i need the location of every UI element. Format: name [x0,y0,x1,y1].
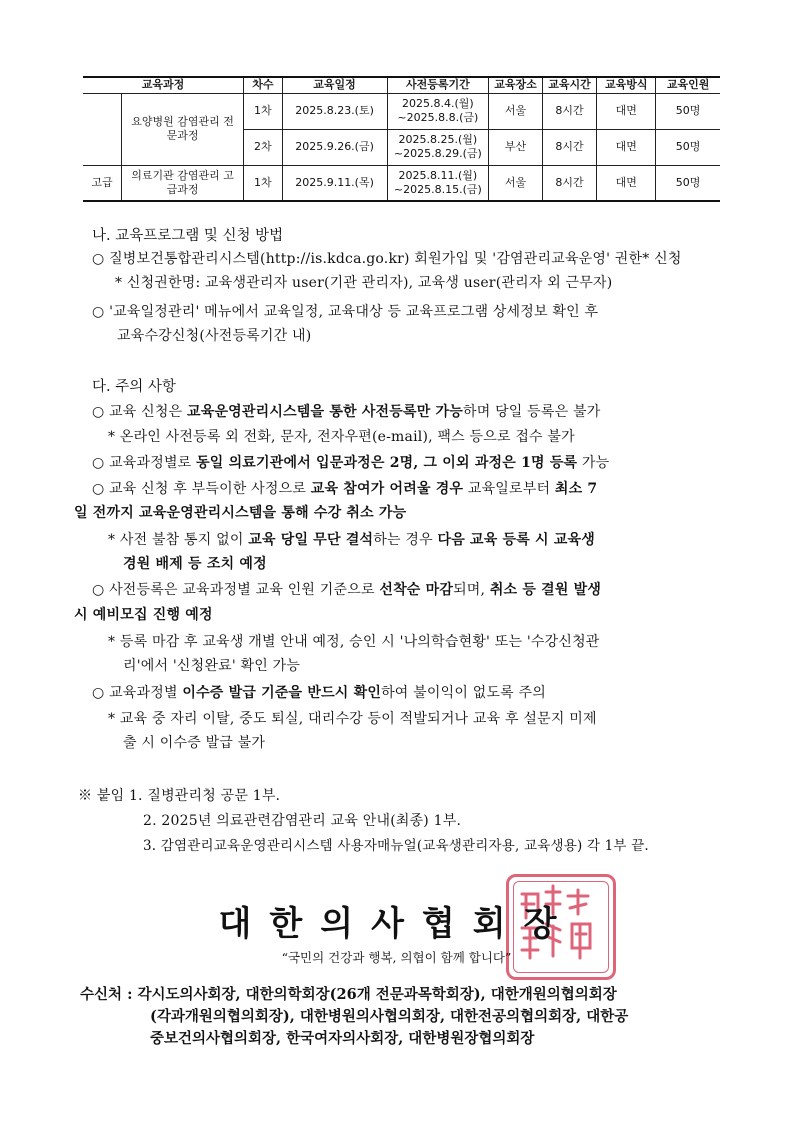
emphasis-text: 교육 당일 무단 결석 [248,532,374,548]
education-schedule-table [83,76,720,202]
text-run: 하며 당일 등록은 불가 [462,404,601,420]
round-cell: 2차 [244,129,283,165]
registration-cell [387,93,489,129]
place-cell: 부산 [489,129,543,165]
notice-note-5: * 교육 중 자리 이탈, 중도 퇴실, 대리수강 등이 적발되거나 교육 후 설문지 미제 [108,711,597,727]
section-na-title: 나. 교육프로그램 및 신청 방법 [92,228,284,244]
method-cell: 대면 [597,165,656,201]
table-row [83,165,720,201]
emphasis-text: 최소 7 [554,481,598,497]
hours-cell: 8시간 [542,165,597,201]
text-run: 교육일로부터 [463,481,555,497]
notice-note-4-cont: 리'에서 '신청완료' 확인 가능 [123,658,301,674]
text-run: ○ 교육과정별 [92,685,183,701]
text-run: 하는 경우 [373,532,438,548]
table-row [83,93,720,129]
emphasis-text: 경원 배제 등 조치 예정 [123,556,267,572]
notice-item-4-cont [74,605,213,625]
text-run: ○ 교육과정별로 [92,455,197,471]
registration-end: ~2025.8.8.(금) [397,111,479,124]
text-run: ○ 사전등록은 교육과정별 교육 인원 기준으로 [92,582,380,598]
section-na-item-2: ○ '교육일정관리' 메뉴에서 교육일정, 교육대상 등 교육프로그램 상세정보 확인 후 [92,304,599,320]
date-cell: 2025.9.11.(목) [282,165,387,201]
section-na-item-1: ○ 질병보건통합관리시스템(http://is.kdca.go.kr) 회원가입 및 '감염관리교육운영' 권한* 신청 [92,251,682,267]
table-header-row [83,77,720,93]
registration-start: 2025.8.11.(월) [398,168,478,182]
recipients-line-3: 중보건의사협의회장, 한국여자의사회장, 대한병원장협의회장 [150,1030,535,1047]
motto: “국민의 건강과 행복, 의협이 함께 합니다” [281,950,512,965]
header-hours: 교육시간 [542,77,597,93]
course-cell: 의료기관 감염관리 고급과정 [122,165,244,201]
level-cell [83,93,122,165]
notice-item-3-cont [74,503,406,523]
emphasis-text: 시 예비모집 진행 예정 [74,607,213,623]
text-run: * 사전 불참 통지 없이 [108,532,249,548]
emphasis-text: 다음 교육 등록 시 교육생 [437,532,596,548]
notice-note-5-cont: 출 시 이수증 발급 불가 [123,735,266,751]
level-cell: 고급 [83,165,122,201]
attachment-3: 3. 감염관리교육운영관리시스템 사용자매뉴얼(교육생관리자용, 교육생용) 각 1부 끝. [143,838,649,854]
notice-note-3-cont [123,554,267,574]
registration-end: ~2025.8.29.(금) [393,147,482,160]
notice-note-1: * 온라인 사전등록 외 전화, 문자, 전자우편(e-mail), 팩스 등으로 접수 불가 [108,429,575,445]
date-cell: 2025.8.23.(토) [282,93,387,129]
round-cell: 1차 [244,93,283,129]
attachment-2: 2. 2025년 의료관련감염관리 교육 안내(최종) 1부. [143,813,462,829]
notice-item-5 [92,683,546,703]
round-cell: 1차 [244,165,283,201]
sender-signature: 대한의사협회장 [218,904,575,944]
emphasis-text: 이수증 발급 기준을 반드시 확인 [182,685,382,701]
registration-start: 2025.8.4.(월) [402,97,474,110]
method-cell: 대면 [597,129,656,165]
text-run: ○ 교육 신청은 [92,404,187,420]
registration-end: ~2025.8.15.(금) [393,182,482,196]
registration-cell [387,129,489,165]
text-run: 하여 불이익이 없도록 주의 [381,685,546,701]
recipients-line-1: 수신처 : 각시도의사회장, 대한의학회장(26개 전문과목학회장), 대한개원의협의회장 [80,986,617,1003]
notice-item-4 [92,580,601,600]
place-cell: 서울 [489,165,543,201]
emphasis-text: 일 전까지 교육운영관리시스템을 통해 수강 취소 가능 [74,505,407,521]
attachment-1: ※ 붙임 1. 질병관리청 공문 1부. [78,788,281,804]
method-cell: 대면 [597,93,656,129]
text-run: ○ 교육 신청 후 부득이한 사정으로 [92,481,311,497]
notice-note-3 [108,530,595,550]
emphasis-text: 교육 참여가 어려울 경우 [310,481,464,497]
recipients-line-2: (각과개원의협의회장), 대한병원의사협의회장, 대한전공의협의회장, 대한공 [150,1008,629,1025]
capacity-cell: 50명 [656,129,720,165]
header-date: 교육일정 [282,77,387,93]
emphasis-text: 교육운영관리시스템을 통한 사전등록만 가능 [187,404,463,420]
text-run: 되며, [453,582,490,598]
header-round: 차수 [244,77,283,93]
capacity-cell: 50명 [656,93,720,129]
emphasis-text: 취소 등 결원 발생 [489,582,602,598]
registration-cell [387,165,489,201]
header-method: 교육방식 [597,77,656,93]
hours-cell: 8시간 [542,129,597,165]
hours-cell: 8시간 [542,93,597,129]
emphasis-text: 선착순 마감 [379,582,454,598]
notice-note-4: * 등록 마감 후 교육생 개별 안내 예정, 승인 시 '나의학습현황' 또는 '수강신청관 [108,634,600,650]
header-capacity: 교육인원 [656,77,720,93]
notice-item-1 [92,402,600,422]
capacity-cell: 50명 [656,165,720,201]
header-place: 교육장소 [489,77,543,93]
section-na-item-2-cont: 교육수강신청(사전등록기간 내) [117,328,312,344]
text-run: 가능 [577,455,610,471]
header-course: 교육과정 [83,77,244,93]
emphasis-text: 동일 의료기관에서 입문과정은 2명, 그 이외 과정은 1명 등록 [196,455,578,471]
date-cell: 2025.9.26.(금) [282,129,387,165]
section-da-title: 다. 주의 사항 [92,379,176,395]
registration-start: 2025.8.25.(월) [398,133,478,146]
notice-item-2 [92,453,609,473]
notice-item-3 [92,479,597,499]
course-cell: 요양병원 감염관리 전문과정 [122,93,244,165]
header-registration: 사전등록기간 [387,77,489,93]
section-na-note-1: * 신청권한명: 교육생관리자 user(기관 관리자), 교육생 user(관리자 외 근무자) [115,275,613,291]
place-cell: 서울 [489,93,543,129]
